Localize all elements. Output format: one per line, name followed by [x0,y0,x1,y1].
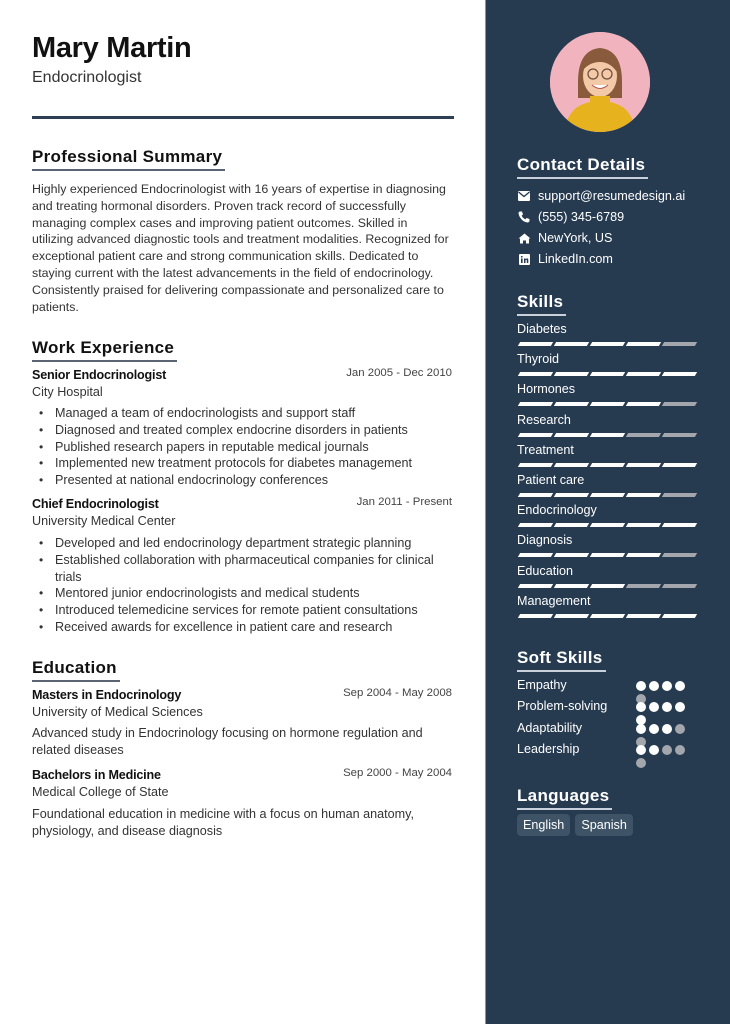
soft-skill-label: Adaptability [517,720,583,735]
job-title: Senior Endocrinologist [32,368,167,382]
degree-description: Advanced study in Endocrinology focusing on hormone regulation and related diseases [32,726,423,757]
skill-segment [662,493,697,497]
skill-segment [554,493,589,497]
skill-segment [518,463,553,467]
degree-title: Bachelors in Medicine [32,768,161,782]
languages-heading: Languages [517,786,612,810]
bullet-item: • Received awards for excellence in patient care and research [32,619,452,636]
contact-linkedin-text: LinkedIn.com [538,252,613,266]
skill-segment [518,402,553,406]
job-dates: Jan 2011 - Present [356,496,452,508]
rating-dot [675,681,685,691]
contact-location-text: NewYork, US [538,231,613,245]
skill-segment [518,523,553,527]
skills-heading: Skills [517,292,566,316]
skill-segment [662,402,697,406]
rating-dot [636,702,646,712]
skill-rating-bar [519,402,696,406]
skill-segment [662,553,697,557]
degree-title: Masters in Endocrinology [32,688,182,702]
skill-segment [590,523,625,527]
soft-skill-label: Problem-solving [517,699,608,714]
languages-list [517,814,633,836]
skill-segment [662,523,697,527]
soft-skill-label: Empathy [517,678,567,692]
skill-rating-bar [519,433,696,437]
soft-skill-rating-dots [636,724,685,734]
skill-segment [554,463,589,467]
skill-segment [590,493,625,497]
rating-dot [675,745,685,755]
skill-segment [518,493,553,497]
job-bullets [32,535,452,636]
bullet-item: • Mentored junior endocrinologists and medical students [32,585,452,602]
sidebar [486,0,730,1024]
skill-segment [626,614,661,618]
skill-segment [554,553,589,557]
language-chip: English [517,814,570,836]
phone-icon [517,210,531,224]
education-heading: Education [32,658,120,682]
skill-segment [554,433,589,437]
home-icon [517,231,531,245]
skill-rating-bar [519,523,696,527]
skill-rating-bar [519,342,696,346]
skill-segment [518,553,553,557]
profile-photo [550,32,650,132]
skill-label: Education [517,563,574,578]
skill-label: Diabetes [517,322,567,336]
soft-skill-rating-dots [636,702,685,712]
soft-skill-rating-dots [636,681,685,691]
skill-segment [590,342,625,346]
skill-label: Management [517,593,591,608]
skill-segment [626,553,661,557]
job-org: City Hospital [32,385,103,399]
bullet-item: • Managed a team of endocrinologists and support staff [32,405,452,422]
skill-segment [662,614,697,618]
skill-label: Thyroid [517,352,559,367]
skill-segment [518,342,553,346]
skill-rating-bar [519,553,696,557]
job-title: Chief Endocrinologist [32,497,159,511]
candidate-name: Mary Martin [32,32,192,64]
soft-skill-label: Leadership [517,741,580,756]
job-org: University Medical Center [32,514,176,528]
skill-segment [518,614,553,618]
skill-label: Hormones [517,382,576,397]
skill-segment [554,523,589,527]
header-divider [32,116,454,119]
summary-text: Highly experienced Endocrinologist with 16 years of expertise in diagnosing and treating hormonal disorders. Proven track record of successfully managing complex cases and improving patient outcomes. Skilled in utilizing advanced diagnostic tools and treatment modalities. Recognized for exceptional patient care and strong communication skills. Dedicated to staying current with the latest advancements in the field of endocrinology. Consistently praised for delivering compassionate and personalized care to patients. [32,182,449,314]
skill-segment [590,614,625,618]
rating-dot [649,681,659,691]
contact-phone[interactable] [517,210,624,224]
skill-rating-bar [519,493,696,497]
language-chip: Spanish [575,814,633,836]
skill-segment [662,433,697,437]
skill-segment [554,342,589,346]
rating-dot [675,702,685,712]
skill-segment [662,463,697,467]
skill-segment [590,584,625,588]
skill-segment [590,372,625,376]
rating-dot [636,745,646,755]
skill-segment [626,493,661,497]
skill-segment [626,372,661,376]
bullet-item: • Introduced telemedicine services for remote patient consultations [32,602,452,619]
skill-segment [590,463,625,467]
bullet-item: • Published research papers in reputable medical journals [32,439,452,456]
rating-dot [649,702,659,712]
rating-dot [636,681,646,691]
skill-segment [662,342,697,346]
skill-segment [626,402,661,406]
bullet-item: • Diagnosed and treated complex endocrine disorders in patients [32,422,452,439]
candidate-title: Endocrinologist [32,69,142,86]
skill-segment [662,584,697,588]
skill-segment [590,553,625,557]
bullet-item: • Presented at national endocrinology conferences [32,472,452,489]
skill-label: Patient care [517,473,585,487]
skill-segment [626,342,661,346]
skill-label: Diagnosis [517,533,573,548]
bullet-item: • Developed and led endocrinology department strategic planning [32,535,452,552]
summary-heading: Professional Summary [32,147,225,171]
rating-dot [636,758,646,768]
skill-label: Research [517,412,571,427]
skill-rating-bar [519,372,696,376]
avatar-illustration-icon [550,32,650,132]
skill-segment [590,402,625,406]
skill-rating-bar [519,463,696,467]
bullet-item: • Implemented new treatment protocols for diabetes management [32,455,452,472]
contact-location [517,231,612,245]
degree-description: Foundational education in medicine with a focus on human anatomy, physiology, and disease diagnosis [32,807,415,838]
skill-segment [626,463,661,467]
contact-linkedin[interactable] [517,252,613,266]
linkedin-icon [517,252,531,266]
skill-segment [554,584,589,588]
envelope-icon [517,189,531,203]
degree-dates: Sep 2004 - May 2008 [343,687,452,699]
skill-rating-bar [519,614,696,618]
rating-dot [636,724,646,734]
rating-dot [649,745,659,755]
skill-segment [554,402,589,406]
skill-segment [626,584,661,588]
degree-dates: Sep 2000 - May 2004 [343,767,452,779]
rating-dot [649,724,659,734]
skill-segment [626,433,661,437]
skill-segment [590,433,625,437]
rating-dot [662,724,672,734]
skill-segment [518,584,553,588]
school-name: University of Medical Sciences [32,705,203,719]
skill-label: Endocrinology [517,503,597,518]
skill-segment [518,372,553,376]
job-dates: Jan 2005 - Dec 2010 [346,367,452,379]
bullet-item: • Established collaboration with pharmaceutical companies for clinical trials [32,552,452,586]
rating-dot [662,702,672,712]
skill-label: Treatment [517,442,574,457]
skill-segment [518,433,553,437]
rating-dot [662,681,672,691]
skill-rating-bar [519,584,696,588]
rating-dot [662,745,672,755]
job-bullets [32,405,452,489]
soft-skills-heading: Soft Skills [517,648,606,672]
skill-segment [554,372,589,376]
rating-dot [675,724,685,734]
skill-segment [662,372,697,376]
experience-heading: Work Experience [32,338,177,362]
school-name: Medical College of State [32,785,169,799]
skill-segment [626,523,661,527]
contact-phone-text: (555) 345-6789 [538,210,625,224]
contact-email-text: support@resumedesign.ai [538,189,686,203]
soft-skill-rating-dots [636,745,685,755]
skill-segment [554,614,589,618]
contact-email[interactable] [517,189,685,203]
contact-heading: Contact Details [517,155,648,179]
